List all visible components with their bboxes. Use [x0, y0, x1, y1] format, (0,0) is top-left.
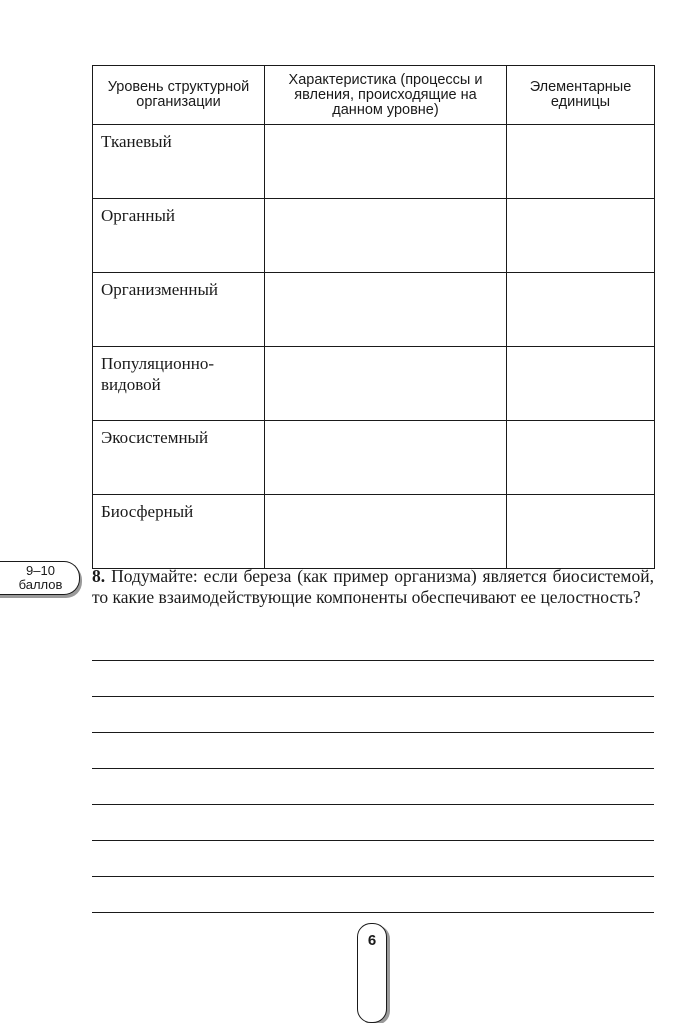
table-header-row	[93, 66, 655, 125]
characteristic-cell[interactable]	[265, 421, 507, 495]
units-cell[interactable]	[507, 273, 655, 347]
table-row	[93, 495, 655, 569]
score-unit: баллов	[18, 577, 63, 592]
levels-table	[92, 65, 655, 569]
row-label: Тканевый	[93, 125, 265, 199]
answer-line[interactable]	[92, 805, 654, 841]
score-badge	[0, 561, 80, 595]
row-label: Организменный	[93, 273, 265, 347]
question-8	[92, 566, 654, 608]
answer-line[interactable]	[92, 661, 654, 697]
table-row	[93, 273, 655, 347]
page-number	[357, 923, 387, 1023]
table-row	[93, 199, 655, 273]
answer-line[interactable]	[92, 733, 654, 769]
units-cell[interactable]	[507, 199, 655, 273]
row-label: Экосистемный	[93, 421, 265, 495]
question-text: Подумайте: если береза (как пример организма) является биосистемой, то какие взаимодействующие компоненты обеспечивают ее целостность?	[92, 566, 654, 607]
answer-line[interactable]	[92, 877, 654, 913]
table-row	[93, 347, 655, 421]
header-units: Элементарные единицы	[507, 66, 655, 125]
characteristic-cell[interactable]	[265, 347, 507, 421]
header-characteristic: Характеристика (процессы и явления, происходящие на данном уровне)	[265, 66, 507, 125]
units-cell[interactable]	[507, 125, 655, 199]
answer-line[interactable]	[92, 841, 654, 877]
units-cell[interactable]	[507, 495, 655, 569]
characteristic-cell[interactable]	[265, 495, 507, 569]
characteristic-cell[interactable]	[265, 273, 507, 347]
answer-lines[interactable]	[92, 660, 654, 913]
table-row	[93, 125, 655, 199]
header-level: Уровень структурной организации	[93, 66, 265, 125]
page-number-text: 6	[367, 932, 377, 949]
characteristic-cell[interactable]	[265, 125, 507, 199]
units-cell[interactable]	[507, 347, 655, 421]
row-label: Органный	[93, 199, 265, 273]
row-label: Биосферный	[93, 495, 265, 569]
score-range: 9–10	[26, 563, 55, 578]
table-row	[93, 421, 655, 495]
question-number: 8.	[92, 566, 106, 586]
answer-line[interactable]	[92, 697, 654, 733]
characteristic-cell[interactable]	[265, 199, 507, 273]
units-cell[interactable]	[507, 421, 655, 495]
row-label: Популяционно-видовой	[93, 347, 265, 421]
answer-line[interactable]	[92, 769, 654, 805]
